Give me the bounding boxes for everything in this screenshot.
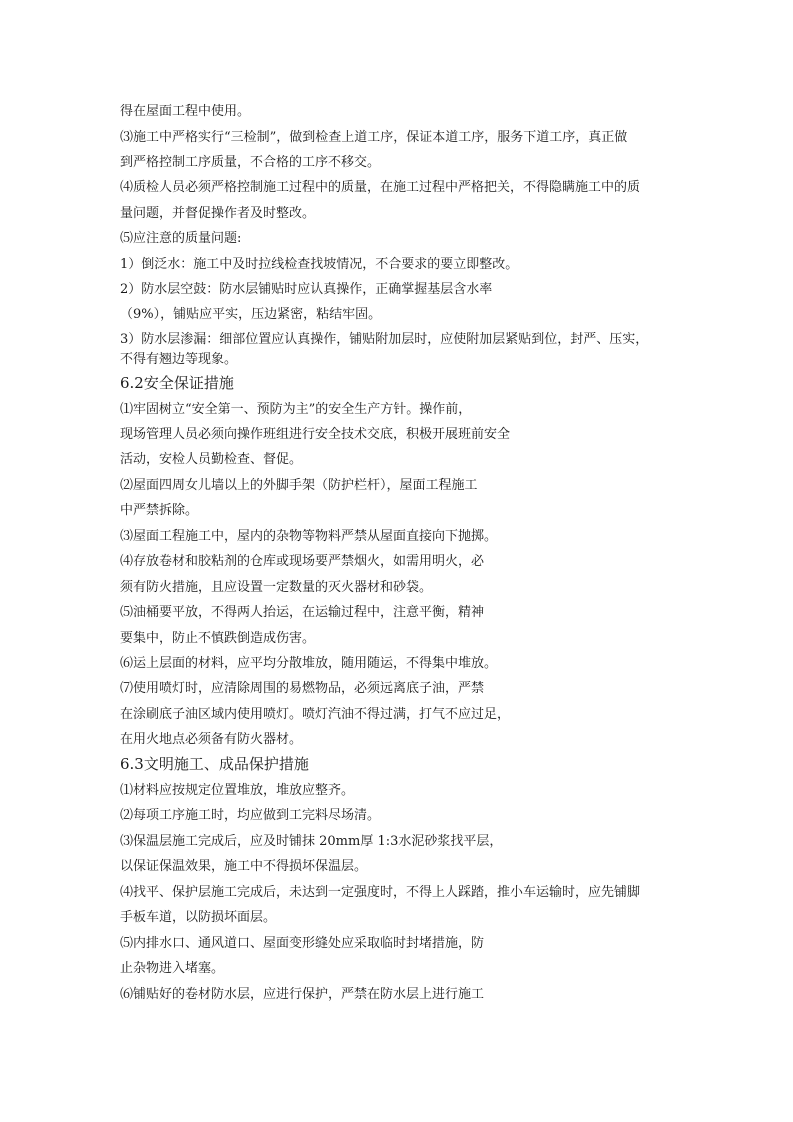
section-heading: 6.3文明施工、成品保护措施 (120, 755, 309, 773)
text-line: ⑴材料应按规定位置堆放，堆放应整齐。 (120, 783, 355, 798)
text-line: 中严禁拆除。 (120, 503, 199, 518)
text-line: 得在屋面工程中使用。 (120, 104, 251, 119)
text-line: 量问题，并督促操作者及时整改。 (120, 206, 316, 221)
text-line: 2）防水层空鼓：防水层铺贴时应认真操作，正确掌握基层含水率 (120, 282, 493, 297)
text-line: 现场管理人员必须向操作班组进行安全技术交底，积极开展班前安全 (120, 427, 511, 442)
text-line: ⑹铺贴好的卷材防水层，应进行保护，严禁在防水层上进行施工 (120, 987, 485, 1002)
text-line: ⑹运上层面的材料，应平均分散堆放，随用随运，不得集中堆放。 (120, 656, 498, 671)
text-line: ⑶施工中严格实行“三检制”，做到检查上道工序，保证本道工序，服务下道工序，真正做 (120, 130, 628, 145)
text-line: ⑸油桶要平放，不得两人抬运，在运输过程中，注意平衡，精神 (120, 605, 485, 620)
text-line: ⑺使用喷灯时，应清除周围的易燃物品，必须远离底子油，严禁 (120, 681, 485, 696)
text-line: ⑸内排水口、通风道口、屋面变形缝处应采取临时封堵措施，防 (120, 936, 485, 951)
text-line: 在用火地点必须备有防火器材。 (120, 732, 303, 747)
text-line: ⑸应注意的质量问题: (120, 231, 242, 246)
text-line: ⑶屋面工程施工中，屋内的杂物等物料严禁从屋面直接向下抛掷。 (120, 529, 498, 544)
text-line: ⑵每项工序施工时，均应做到工完料尽场清。 (120, 808, 381, 823)
text-line: 须有防火措施，且应设置一定数量的灭火器材和砂袋。 (120, 580, 433, 595)
text-line: ⑵屋面四周女儿墙以上的外脚手架（防护栏杆），屋面工程施工 (120, 478, 478, 493)
text-line: 止杂物进入堵塞。 (120, 961, 225, 976)
text-line: 在涂刷底子油区域内使用喷灯。喷灯汽油不得过满，打气不应过足， (120, 707, 511, 722)
text-line: 活动，安检人员勤检查、督促。 (120, 452, 303, 467)
text-line: ⑷存放卷材和胶粘剂的仓库或现场要严禁烟火，如需用明火，必 (120, 554, 485, 569)
text-line: ⑴牢固树立“安全第一、预防为主”的安全生产方针。操作前， (120, 402, 472, 417)
text-line: 1）倒泛水：施工中及时拉线检查找坡情况，不合要求的要立即整改。 (120, 257, 519, 272)
text-line: 要集中，防止不慎跌倒造成伤害。 (120, 631, 316, 646)
text-line: ⑶保温层施工完成后，应及时铺抹 20mm厚 1:3水泥砂浆找平层， (120, 834, 503, 849)
text-line: ⑷找平、保护层施工完成后，未达到一定强度时，不得上人踩踏，推小车运输时，应先铺脚 (120, 885, 641, 900)
text-line: 以保证保温效果，施工中不得损坏保温层。 (120, 859, 368, 874)
text-line: 手板车道，以防损坏面层。 (120, 910, 277, 925)
text-line: 到严格控制工序质量，不合格的工序不移交。 (120, 155, 381, 170)
section-heading: 6.2安全保证措施 (120, 374, 234, 392)
text-line: （9%），铺贴应平实，压边紧密，粘结牢固。 (120, 307, 382, 322)
text-line: 3）防水层渗漏：细部位置应认真操作，铺贴附加层时，应使附加层紧贴到位，封严、压实， (120, 332, 649, 347)
text-line: 不得有翘边等现象。 (120, 352, 238, 367)
text-line: ⑷质检人员必须严格控制施工过程中的质量，在施工过程中严格把关，不得隐瞒施工中的质 (120, 180, 641, 195)
